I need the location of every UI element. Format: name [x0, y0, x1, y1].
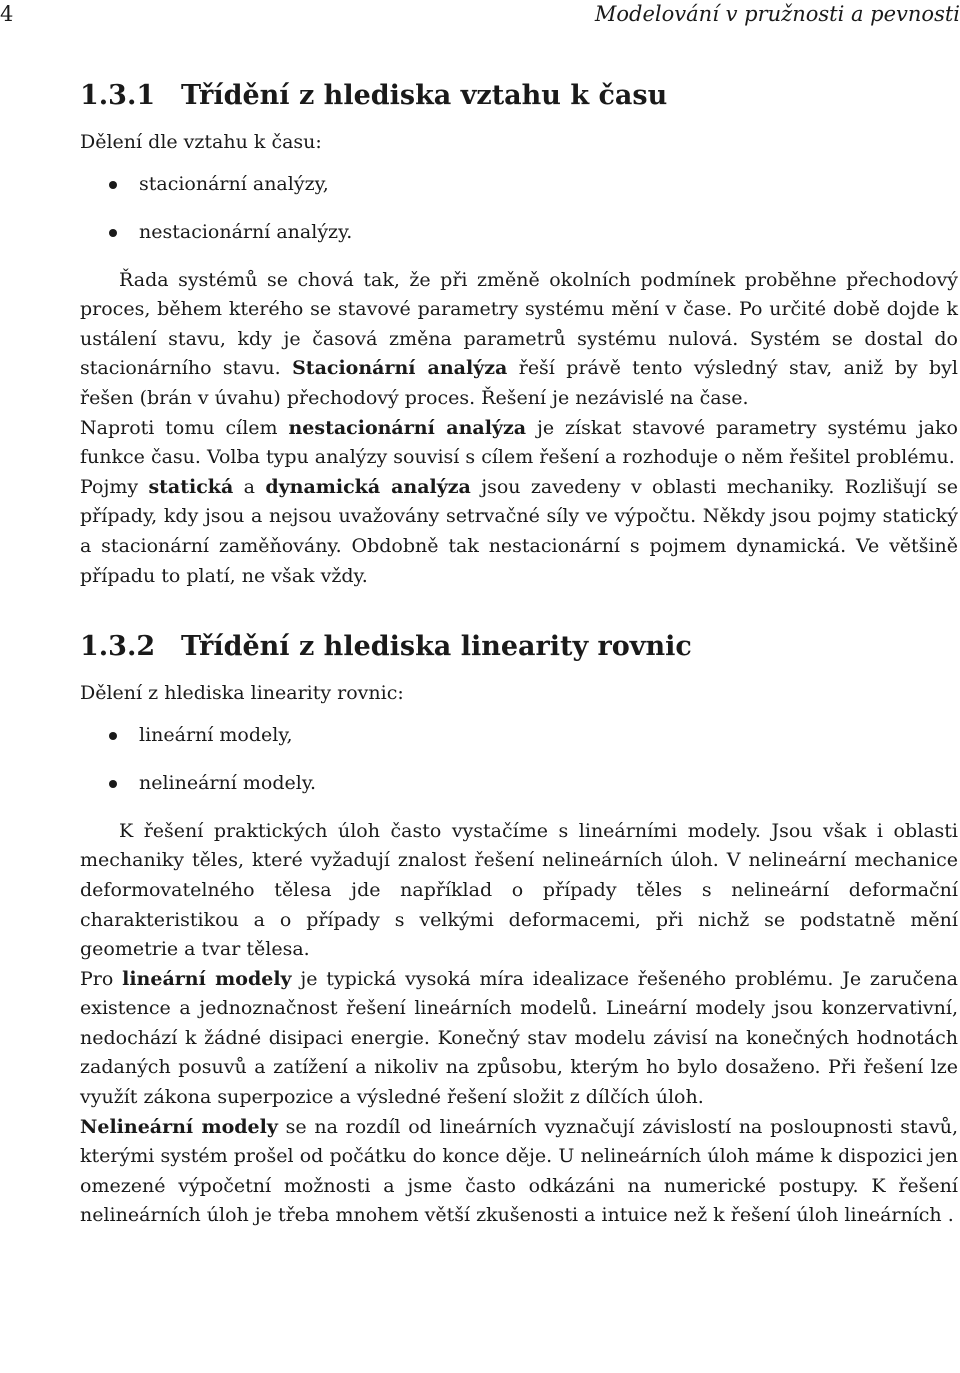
paragraph-text: Naproti tomu cílem	[80, 416, 289, 439]
section-title: Třídění z hlediska linearity rovnic	[181, 631, 692, 663]
list-item-text: nelineární modely.	[139, 771, 317, 794]
list-item	[80, 721, 958, 750]
page-number: 4	[0, 2, 14, 26]
paragraph	[80, 473, 958, 591]
paragraph	[80, 1113, 958, 1231]
paragraph	[80, 414, 958, 473]
list-item-text: stacionární analýzy,	[139, 172, 329, 195]
paragraph-text: je získat stavové parametry systému jako funkce času. Volba typu analýzy souvisí s cílem řešení a rozhoduje o něm řešitel problému.	[80, 416, 958, 469]
bold-term: lineární modely	[122, 967, 292, 990]
bullet-list	[80, 721, 958, 798]
bold-term: Nelineární modely	[80, 1115, 278, 1138]
bold-term: Stacionární analýza	[292, 357, 508, 380]
section-number: 1.3.2	[80, 631, 156, 663]
list-item-text: lineární modely,	[139, 723, 293, 746]
paragraph-text: Pro	[80, 967, 123, 990]
paragraph-text: jsou zavedeny v oblasti mechaniky. Rozlišují se případy, kdy jsou a nejsou uvažovány setrvačné síly ve výpočtu. Někdy jsou pojmy statický a stacionární zaměňovány. Obdobně tak nestacionární s pojmem dynamická. Ve většině případu to platí, ne však vždy.	[80, 475, 958, 587]
list-item	[80, 218, 958, 247]
page-content	[80, 78, 958, 1231]
bold-term: nestacionární analýza	[288, 416, 527, 439]
bullet-list	[80, 170, 958, 247]
bullet-icon	[109, 181, 117, 189]
paragraph: K řešení praktických úloh často vystačíme s lineárními modely. Jsou však i oblasti mechaniky těles, které vyžadují znalost řešení nelineárních úloh. V nelineární mechanice deformovatelného tělesa jde například o případy těles s nelineární deformační charakteristikou a o případy s velkými deformacemi, při nichž se podstatně mění geometrie a tvar tělesa.	[80, 819, 958, 961]
paragraph-text: a	[233, 475, 266, 498]
page-header	[0, 0, 960, 40]
section-intro: Dělení z hlediska linearity rovnic:	[80, 682, 404, 705]
bold-term: statická	[148, 475, 234, 498]
paragraph	[80, 266, 958, 414]
bold-term: dynamická analýza	[265, 475, 471, 498]
section-intro: Dělení dle vztahu k času:	[80, 131, 322, 153]
bullet-icon	[109, 732, 117, 740]
section-title: Třídění z hlediska vztahu k času	[181, 80, 668, 111]
list-item	[80, 170, 958, 199]
paragraph-text: je typická vysoká míra idealizace řešeného problému. Je zaručena existence a jednoznačnost řešení lineárních modelů. Lineární modely jsou konzervativní, nedochází k žádné disipaci energie. Konečný stav modelu závisí na konečných hodnotách zadaných posuvů a zatížení a nikoliv na způsobu, kterým ho bylo dosaženo. Při řešení lze využít zákona superpozice a výsledné řešení složit z dílčích úloh.	[80, 967, 958, 1109]
bullet-icon	[109, 780, 117, 788]
paragraph-text: řeší právě tento výsledný stav, aniž by byl řešen (brán v úvahu) přechodový proces. Řešení je nezávislé na čase.	[80, 357, 958, 409]
section-number: 1.3.1	[80, 80, 156, 111]
paragraph-text: Pojmy	[80, 475, 149, 498]
bullet-icon	[109, 229, 117, 237]
running-title: Modelování v pružnosti a pevnosti	[594, 2, 960, 26]
paragraph-text: Řada systémů se chová tak, že při změně okolních podmínek proběhne přechodový proces, během kterého se stavové parametry systému mění v čase. Po určité době dojde k ustálení stavu, kdy je časová změna parametrů systému nulová. Systém se dostal do stacionárního stavu.	[80, 268, 958, 380]
section-heading-1-3-1	[80, 78, 958, 114]
paragraph	[80, 965, 958, 1113]
section-heading-1-3-2	[80, 629, 958, 665]
list-item	[80, 769, 958, 798]
paragraph-text: se na rozdíl od lineárních vyznačují závislostí na posloupnosti stavů, kterými systém prošel od počátku do konce děje. U nelineárních úloh máme k dispozici jen omezené výpočetní možnosti a jsme často odkázáni na numerické postupy. K řešení nelineárních úloh je třeba mnohem větší zkušenosti a intuice než k řešení úloh lineárních .	[80, 1115, 958, 1227]
list-item-text: nestacionární analýzy.	[139, 220, 353, 243]
